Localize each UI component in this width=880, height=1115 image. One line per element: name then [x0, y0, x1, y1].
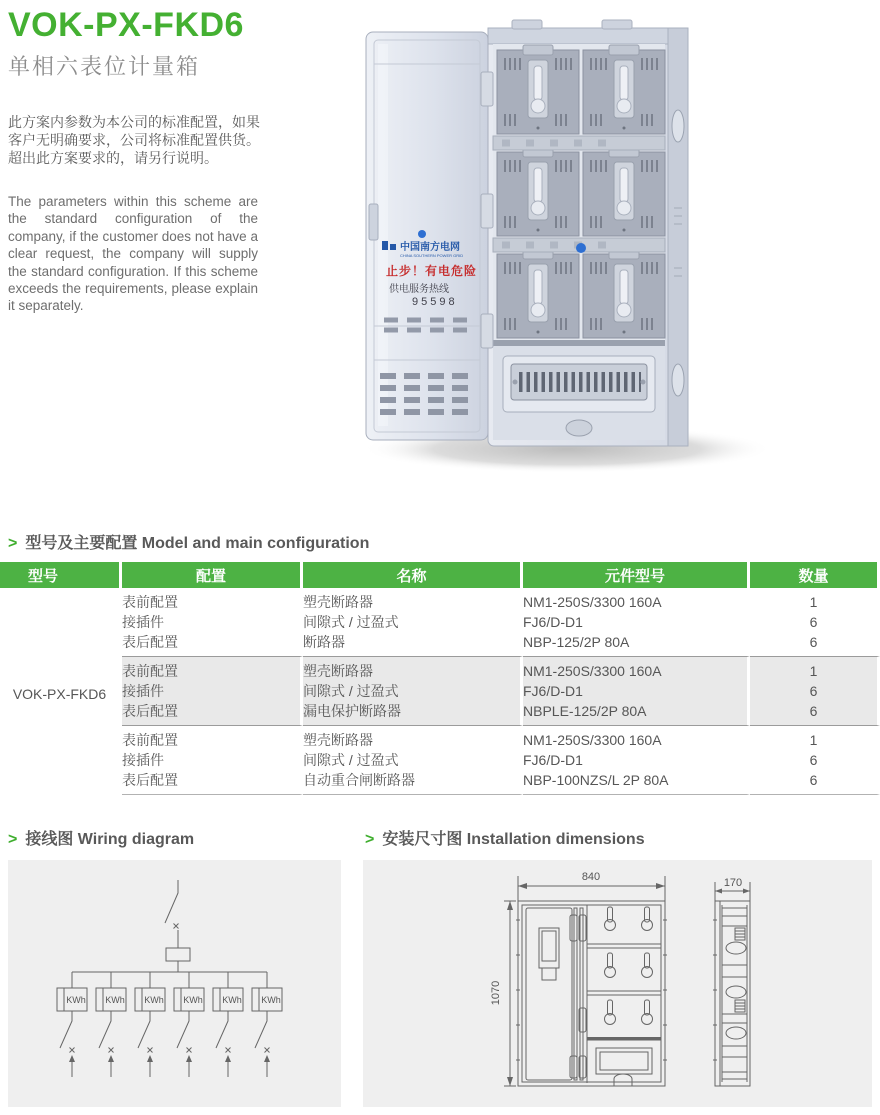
main-switch: [165, 880, 179, 948]
kwh-meter-label: KWh: [144, 995, 164, 1005]
cell-part: NBP-125/2P 80A: [523, 632, 750, 656]
section-config-title: 型号及主要配置 Model and main configuration: [25, 535, 370, 552]
section-marker-icon: >: [365, 831, 375, 848]
kwh-meter-label: KWh: [183, 995, 203, 1005]
wiring-diagram-panel: [8, 860, 341, 1107]
description-chinese: 此方案内参数为本公司的标准配置，如果客户无明确要求，公司将标准配置供货。超出此方案要求的，请另行说明。: [8, 114, 260, 166]
cell-qty: 6: [750, 612, 880, 632]
blue-seal-knob: [576, 243, 586, 253]
meter-bay: [497, 249, 579, 338]
col-header-part-number: 元件型号: [523, 562, 750, 588]
kwh-meter-label: KWh: [222, 995, 242, 1005]
dim-height: [490, 901, 516, 1086]
product-photo-svg: [362, 8, 877, 488]
meter-bay: [583, 147, 665, 236]
meter-bay: [583, 45, 665, 134]
terminal-section: [493, 346, 665, 440]
door-hinge: [481, 72, 493, 106]
dim-depth: [715, 877, 750, 901]
kwh-meter-label: KWh: [105, 995, 125, 1005]
table-row: [0, 612, 880, 632]
table-row: [0, 701, 880, 726]
meter-branch: [57, 972, 87, 1077]
dim-depth-label: 170: [723, 877, 743, 889]
table-header-row: [0, 562, 880, 588]
cell-part: NM1-250S/3300 160A: [523, 726, 750, 750]
page-subtitle: 单相六表位计量箱: [8, 54, 201, 79]
col-header-name: 名称: [303, 562, 523, 588]
meter-branch: [174, 972, 204, 1077]
cell-config: 接插件: [122, 681, 303, 701]
phone-text: 95598: [412, 296, 458, 308]
meter-branch: [213, 972, 243, 1077]
table-row: [0, 656, 880, 681]
dim-width-label: 840: [581, 871, 601, 883]
kwh-meter-label: KWh: [66, 995, 86, 1005]
cell-config: 表后配置: [122, 632, 303, 656]
brand-text: 中国南方电网: [400, 242, 460, 253]
cell-qty: 1: [750, 656, 880, 681]
dim-width: [518, 871, 665, 901]
up-arrow-icon: [147, 1055, 153, 1062]
cell-qty: 6: [750, 770, 880, 795]
cell-config: 表后配置: [122, 701, 303, 726]
installation-svg: [363, 860, 872, 1107]
cell-part: NBP-100NZS/L 2P 80A: [523, 770, 750, 795]
main-breaker: [166, 948, 190, 961]
wiring-diagram-svg: [8, 860, 341, 1107]
cell-config: 表前配置: [122, 588, 303, 612]
cell-config: 表前配置: [122, 656, 303, 681]
cell-part: NM1-250S/3300 160A: [523, 588, 750, 612]
col-header-qty: 数量: [750, 562, 880, 588]
section-header-install: [365, 826, 645, 849]
col-header-config: 配置: [122, 562, 303, 588]
table-row: [0, 681, 880, 701]
config-table: [0, 562, 880, 795]
meter-bay: [497, 147, 579, 236]
cell-name: 塑壳断路器: [303, 656, 523, 681]
door-hinge: [481, 194, 493, 228]
section-wiring-title: 接线图 Wiring diagram: [25, 831, 195, 848]
door-hinge: [481, 314, 493, 348]
installation-panel: [363, 860, 872, 1107]
product-photo: [362, 8, 877, 488]
up-arrow-icon: [186, 1055, 192, 1062]
cell-part: NM1-250S/3300 160A: [523, 656, 750, 681]
up-arrow-icon: [108, 1055, 114, 1062]
cell-qty: 6: [750, 750, 880, 770]
col-header-model: 型号: [0, 562, 122, 588]
description-english: The parameters within this scheme are the standard configuration of the company, if the customer does not have a clear request, the company will supply the standard configuration. If this scheme exceeds the requirements, please explain it separately.: [8, 194, 258, 314]
cell-name: 漏电保护断路器: [303, 701, 523, 726]
table-row: [0, 750, 880, 770]
cell-part: FJ6/D-D1: [523, 681, 750, 701]
cell-name: 断路器: [303, 632, 523, 656]
cell-name: 间隙式 / 过盈式: [303, 750, 523, 770]
meter-bay: [583, 249, 665, 338]
section-marker-icon: >: [8, 535, 18, 552]
kwh-meter-label: KWh: [261, 995, 281, 1005]
service-text: 供电服务热线: [389, 284, 449, 295]
blue-door-knob: [418, 230, 426, 238]
cabinet-door: [366, 32, 493, 440]
cell-part: NBPLE-125/2P 80A: [523, 701, 750, 726]
warning-text: 止步！有电危险: [386, 264, 478, 278]
front-door: [526, 908, 572, 1080]
cell-name: 间隙式 / 过盈式: [303, 612, 523, 632]
up-arrow-icon: [69, 1055, 75, 1062]
page-title: VOK-PX-FKD6: [8, 6, 244, 44]
meter-branch: [252, 972, 282, 1077]
meter-bay: [497, 45, 579, 134]
cell-part: FJ6/D-D1: [523, 750, 750, 770]
cell-qty: 6: [750, 701, 880, 726]
section-install-title: 安装尺寸图 Installation dimensions: [382, 831, 645, 848]
up-arrow-icon: [264, 1055, 270, 1062]
side-view: [713, 901, 750, 1086]
cell-qty: 1: [750, 726, 880, 750]
table-row: [0, 588, 880, 612]
cell-part: FJ6/D-D1: [523, 612, 750, 632]
up-arrow-icon: [225, 1055, 231, 1062]
dim-height-label: 1070: [490, 980, 502, 1006]
cell-name: 塑壳断路器: [303, 588, 523, 612]
section-marker-icon: >: [8, 831, 18, 848]
section-header-config: [8, 530, 369, 553]
cell-config: 接插件: [122, 750, 303, 770]
cell-name: 塑壳断路器: [303, 726, 523, 750]
cell-config: 接插件: [122, 612, 303, 632]
meter-branch: [96, 972, 126, 1077]
cell-config: 表前配置: [122, 726, 303, 750]
cell-name: 自动重合闸断路器: [303, 770, 523, 795]
table-row: [0, 726, 880, 750]
model-cell: VOK-PX-FKD6: [0, 588, 122, 795]
cell-name: 间隙式 / 过盈式: [303, 681, 523, 701]
cell-qty: 1: [750, 588, 880, 612]
door-latch: [369, 204, 378, 240]
cell-qty: 6: [750, 632, 880, 656]
cell-qty: 6: [750, 681, 880, 701]
front-view: [516, 901, 667, 1086]
brand-subtext: CHINA SOUTHERN POWER GRID: [400, 253, 464, 258]
table-row: [0, 770, 880, 795]
cell-config: 表后配置: [122, 770, 303, 795]
section-header-wiring: [8, 826, 194, 849]
table-row: [0, 632, 880, 656]
meter-branch: [135, 972, 165, 1077]
